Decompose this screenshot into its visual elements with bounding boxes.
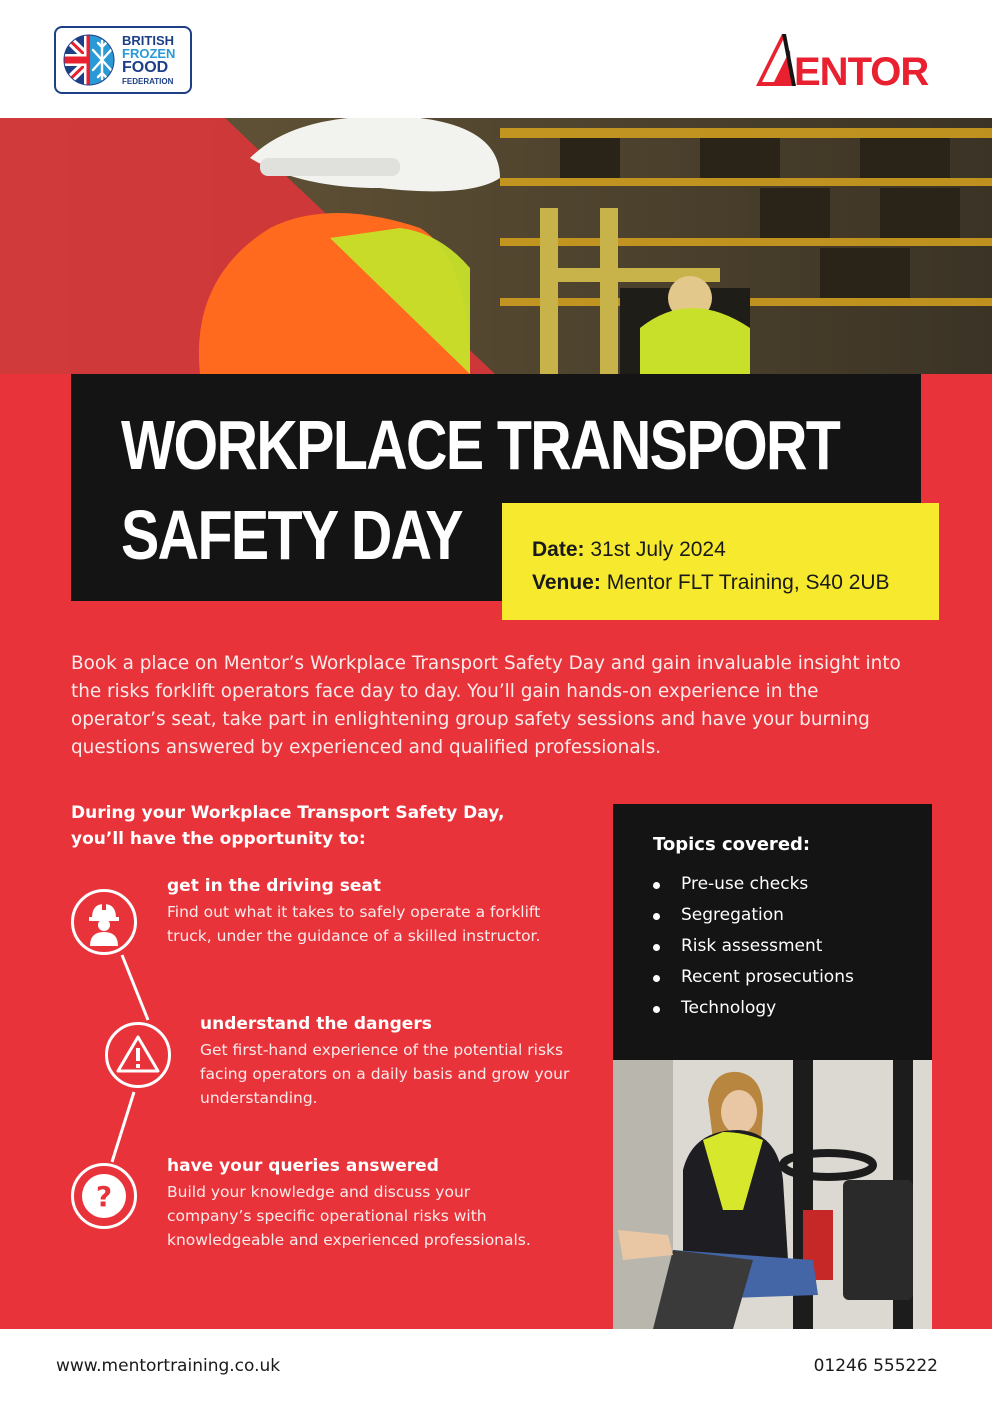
phone-number[interactable]: 01246 555222 (813, 1356, 938, 1376)
mentor-logo (752, 30, 942, 90)
hero-photo (0, 118, 992, 374)
benefit-3-description: Build your knowledge and discuss your company’s specific operational risks with knowledgeable and experienced professionals. (167, 1183, 531, 1249)
topic-item: Recent prosecutions (653, 962, 932, 993)
forklift-training-photo (613, 1060, 932, 1329)
event-venue (532, 566, 939, 599)
bffa-line-2: FROZEN (122, 46, 176, 61)
warehouse-forklift-photo (0, 118, 992, 374)
bffa-logo (54, 26, 192, 94)
topic-item: Technology (653, 993, 932, 1024)
topic-item: Pre-use checks (653, 869, 932, 900)
event-date (532, 533, 939, 566)
venue-value: Mentor FLT Training, S40 2UB (606, 571, 890, 594)
benefit-3-title: have your queries answered (167, 1156, 439, 1176)
bffa-wordmark (122, 34, 175, 86)
topics-heading: Topics covered: (653, 834, 811, 855)
topics-panel (613, 804, 932, 1060)
event-details-box (502, 503, 939, 620)
worker-icon (71, 889, 137, 955)
benefit-1-title: get in the driving seat (167, 876, 381, 896)
bffa-line-4: FEDERATION (122, 77, 174, 86)
footer (0, 1329, 992, 1404)
date-value: 31st July 2024 (590, 538, 726, 561)
mentor-logo-text: ENTOR (794, 50, 929, 90)
page-title-line-1: WORKPLACE TRANSPORT (121, 406, 840, 484)
benefit-2-description: Get first-hand experience of the potential risks facing operators on a daily basis and grow your understanding. (200, 1041, 570, 1107)
warning-icon (105, 1022, 171, 1088)
opportunities-heading: During your Workplace Transport Safety Day, you’ll have the opportunity to: (71, 803, 505, 849)
page-title-line-2: SAFETY DAY (121, 496, 462, 574)
header (0, 0, 992, 118)
intro-paragraph: Book a place on Mentor’s Workplace Transport Safety Day and gain invaluable insight into the risks forklift operators face day to day. You’ll gain hands-on experience in the operator’s seat, take part in enlightening group safety sessions and have your burning questions answered by experienced and qualified professionals. (71, 653, 901, 758)
date-label: Date: (532, 538, 585, 561)
bffa-line-1: BRITISH (122, 33, 174, 48)
union-flag-snowflake-icon (62, 33, 118, 87)
question-icon (71, 1163, 137, 1229)
benefit-1-description: Find out what it takes to safely operate a forklift truck, under the guidance of a skilled instructor. (167, 903, 541, 945)
benefit-2-title: understand the dangers (200, 1014, 432, 1034)
bffa-line-3: FOOD (122, 59, 169, 76)
topics-list (653, 869, 932, 1024)
svg-text:?: ? (95, 1180, 113, 1213)
topic-item: Risk assessment (653, 931, 932, 962)
topic-item: Segregation (653, 900, 932, 931)
venue-label: Venue: (532, 571, 601, 594)
website-link[interactable]: www.mentortraining.co.uk (56, 1356, 281, 1376)
